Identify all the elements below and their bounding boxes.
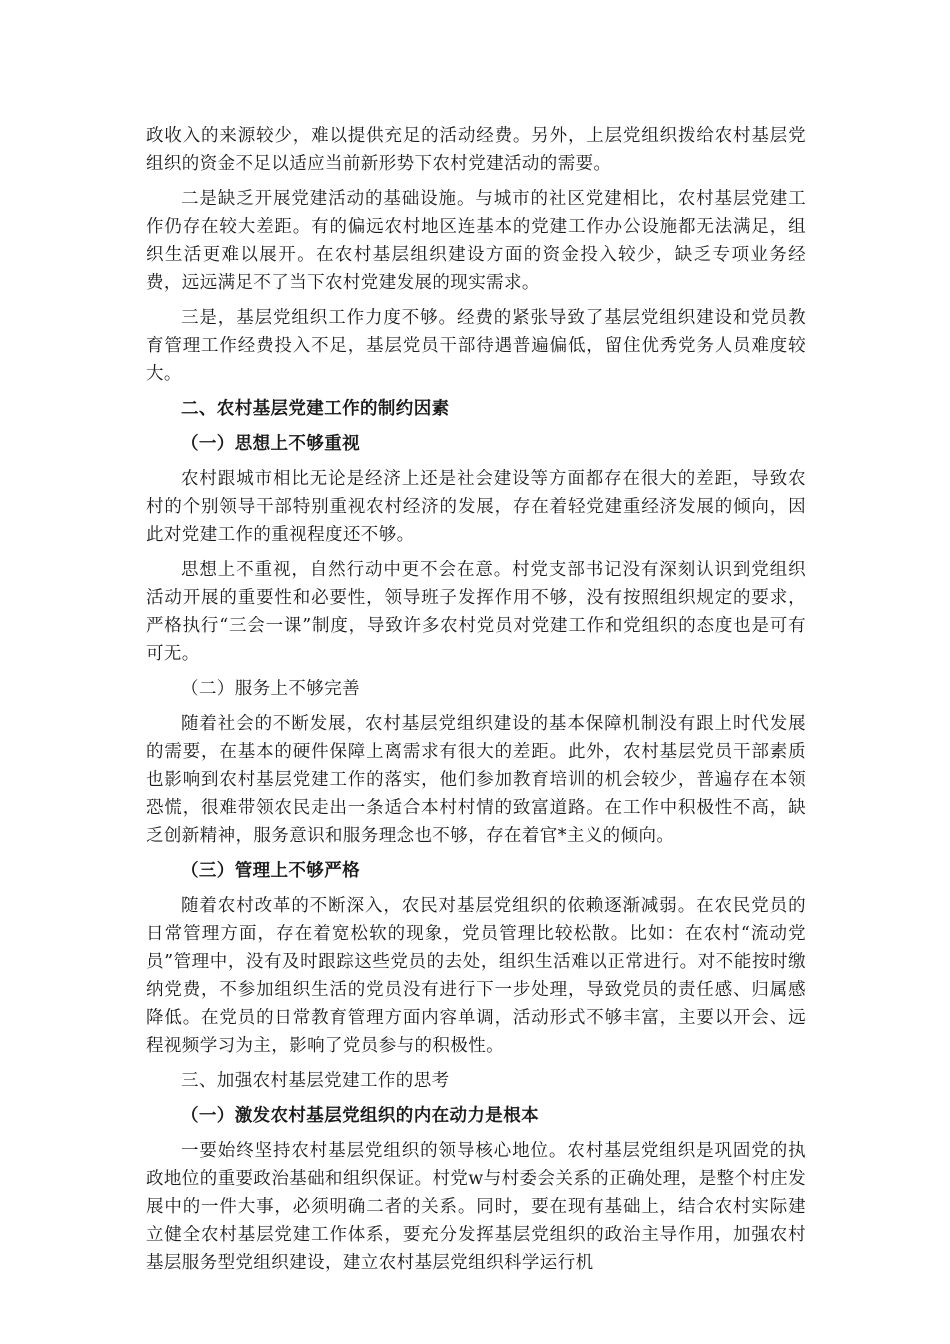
paragraph-infrastructure: 二是缺乏开展党建活动的基础设施。与城市的社区党建相比，农村基层党建工作仍存在较大差距。有的偏远农村地区连基本的党建工作办公设施都无法满足，组织生活更难以展开。在农村基层组织建设方面的资金投入较少，缺乏专项业务经费，远远满足不了当下农村党建发展的现实需求。 <box>146 189 806 293</box>
paragraph-ideology-2: 思想上不重视，自然行动中更不会在意。村党支部书记没有深刻认识到党组织活动开展的重要性和必要性，领导班子发挥作用不够，没有按照组织规定的要求，严格执行“三会一课”制度，导致许多农村党员对党建工作和党组织的态度也是可有可无。 <box>146 560 806 664</box>
paragraph-work-intensity: 三是，基层党组织工作力度不够。经费的紧张导致了基层党组织建设和党员教育管理工作经费投入不足，基层党员干部待遇普遍偏低，留住优秀党务人员难度较大。 <box>146 308 806 384</box>
paragraph-management: 随着农村改革的不断深入，农民对基层党组织的依赖逐渐减弱。在农民党员的日常管理方面，存在着宽松软的现象，党员管理比较松散。比如：在农村“流动党员”管理中，没有及时跟踪这些党员的去处，组织生活难以正常进行。对不能按时缴纳党费，不参加组织生活的党员没有进行下一步处理，导致党员的责任感、归属感降低。在党员的日常教育管理方面内容单调，活动形式不够丰富，主要以开会、远程视频学习为主，影响了党员参与的积极性。 <box>146 896 806 1056</box>
paragraph-funding-sources: 政收入的来源较少，难以提供充足的活动经费。另外，上层党组织拨给农村基层党组织的资金不足以适应当前新形势下农村党建活动的需要。 <box>146 126 806 174</box>
subheading-ideology: （一）思想上不够重视 <box>181 434 360 454</box>
paragraph-leadership: 一要始终坚持农村基层党组织的领导核心地位。农村基层党组织是巩固党的执政地位的重要政治基础和组织保证。村党w与村委会关系的正确处理，是整个村庄发展中的一件大事，必须明确二者的关系。同时，要在现有基础上，结合农村实际建立健全农村基层党建工作体系，要充分发挥基层党组织的政治主导作用，加强农村基层服务型党组织建设，建立农村基层党组织科学运行机 <box>146 1141 806 1273</box>
paragraph-ideology-1: 农村跟城市相比无论是经济上还是社会建设等方面都存在很大的差距，导致农村的个别领导干部特别重视农村经济的发展，存在着轻党建重经济发展的倾向，因此对党建工作的重视程度还不够。 <box>146 469 806 545</box>
section-heading-constraints: 二、农村基层党建工作的制约因素 <box>181 399 450 419</box>
subheading-management: （三）管理上不够严格 <box>181 861 360 881</box>
section-heading-thoughts: 三、加强农村基层党建工作的思考 <box>181 1071 450 1091</box>
document-page <box>146 122 806 1284</box>
paragraph-service: 随着社会的不断发展，农村基层党组织建设的基本保障机制没有跟上时代发展的需要，在基本的硬件保障上离需求有很大的差距。此外，农村基层党员干部素质也影响到农村基层党建工作的落实，他们参加教育培训的机会较少，普遍存在本领恐慌，很难带领农民走出一条适合本村村情的致富道路。在工作中积极性不高，缺乏创新精神，服务意识和服务理念也不够，存在着官*主义的倾向。 <box>146 714 806 846</box>
subheading-motivation: （一）激发农村基层党组织的内在动力是根本 <box>181 1106 539 1126</box>
subheading-service: （二）服务上不够完善 <box>181 679 360 699</box>
